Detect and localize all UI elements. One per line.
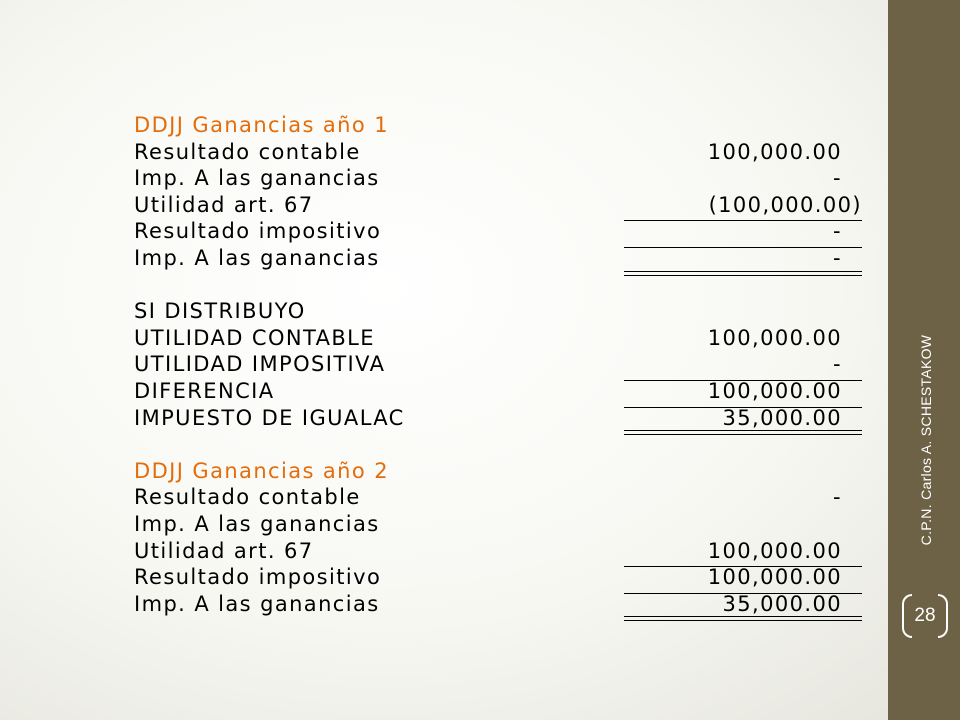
table-row <box>134 139 864 166</box>
tax-statement <box>134 112 864 617</box>
row-value: 100,000.00 <box>707 325 842 350</box>
row-value: - <box>833 166 842 191</box>
table-row <box>134 245 864 272</box>
section-1-heading: DDJJ Ganancias año 1 <box>134 113 389 137</box>
row-label: Imp. A las ganancias <box>134 511 380 536</box>
row-value: 35,000.00 <box>722 591 842 616</box>
row-value: 100,000.00 <box>707 378 842 403</box>
table-row <box>134 218 864 245</box>
table-row <box>134 511 864 538</box>
row-label: Resultado contable <box>134 485 361 510</box>
table-row <box>134 591 864 618</box>
section-1-heading-row <box>134 112 864 139</box>
table-row <box>134 378 864 405</box>
table-row <box>134 405 864 432</box>
author-credit: C.P.N. Carlos A. SCHESTAKOW <box>918 334 934 546</box>
row-value: 100,000.00 <box>707 538 842 563</box>
row-label: UTILIDAD CONTABLE <box>134 325 375 350</box>
table-row <box>134 325 864 352</box>
section-2-heading: SI DISTRIBUYO <box>134 299 306 324</box>
row-value: - <box>833 485 842 510</box>
section-3-heading: DDJJ Ganancias año 2 <box>134 458 389 483</box>
double-underline-rule <box>624 616 862 621</box>
table-row <box>134 351 864 378</box>
page-number-badge <box>902 594 948 638</box>
row-label: Utilidad art. 67 <box>134 538 314 563</box>
table-row <box>134 564 864 591</box>
page-number: 28 <box>914 605 936 626</box>
table-row <box>134 538 864 565</box>
row-label: Utilidad art. 67 <box>134 192 314 217</box>
spacer <box>134 431 864 458</box>
row-value: - <box>833 352 842 377</box>
row-label: Resultado contable <box>134 139 361 164</box>
table-row <box>134 165 864 192</box>
row-value: 100,000.00 <box>707 565 842 590</box>
row-value: 35,000.00 <box>722 405 842 430</box>
table-row <box>134 192 864 219</box>
row-label: Imp. A las ganancias <box>134 245 380 270</box>
table-row <box>134 484 864 511</box>
row-label: Imp. A las ganancias <box>134 591 380 616</box>
row-value: (100,000.00) <box>708 192 862 217</box>
row-label: IMPUESTO DE IGUALAC <box>134 405 405 430</box>
row-value: 100,000.00 <box>707 139 842 164</box>
row-label: Resultado impositivo <box>134 565 382 590</box>
section-2-heading-row <box>134 298 864 325</box>
row-label: UTILIDAD IMPOSITIVA <box>134 352 386 377</box>
spacer <box>134 272 864 299</box>
row-label: Imp. A las ganancias <box>134 166 380 191</box>
row-value: - <box>833 245 842 270</box>
row-value: - <box>833 219 842 244</box>
row-label: DIFERENCIA <box>134 378 275 403</box>
row-label: Resultado impositivo <box>134 219 382 244</box>
section-3-heading-row <box>134 458 864 485</box>
